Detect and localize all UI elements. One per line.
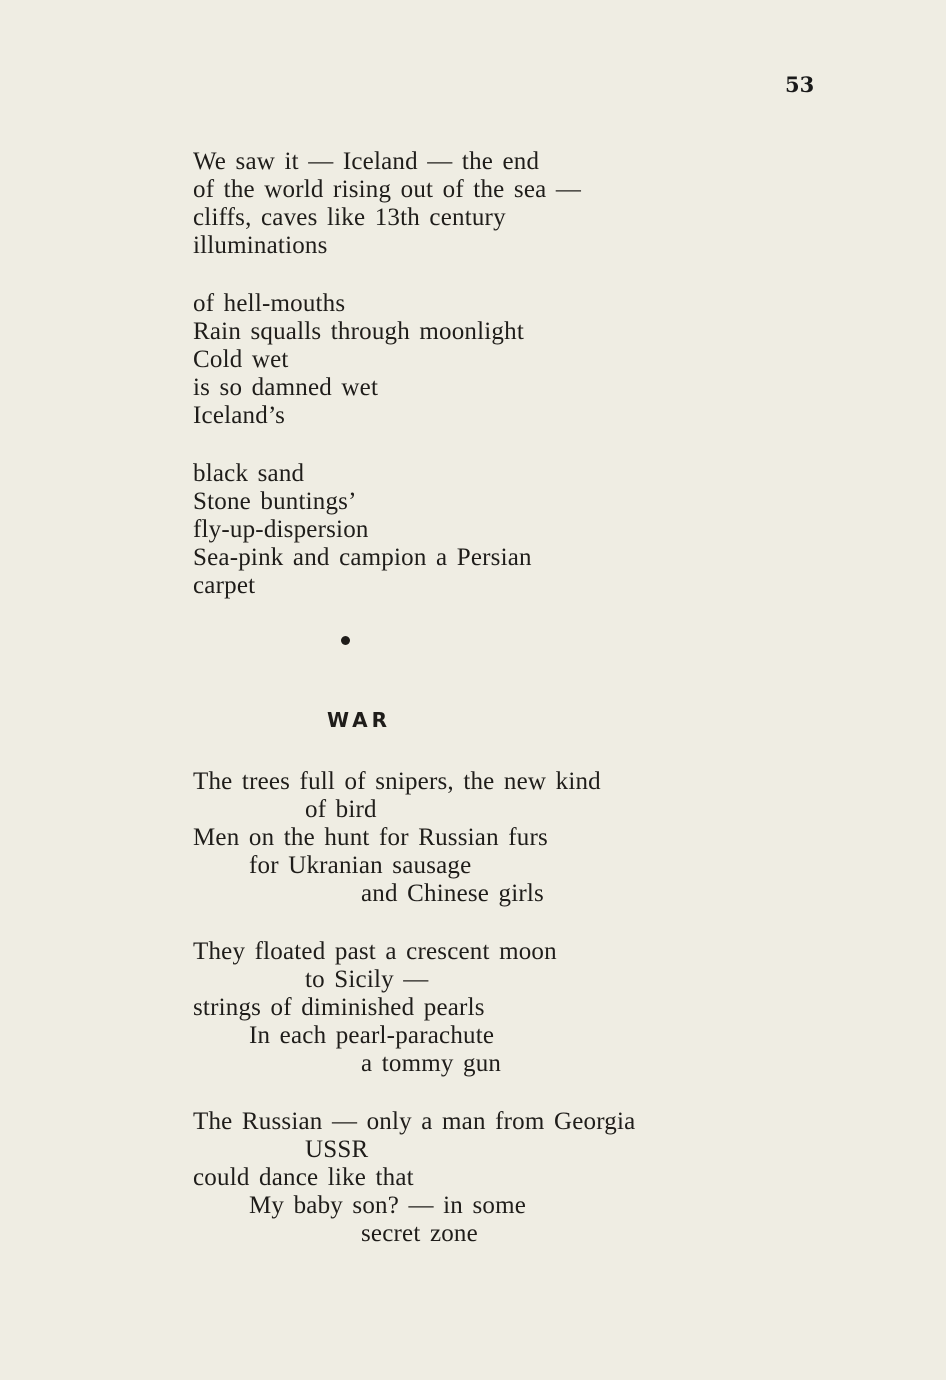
poem-line: black sand [193,460,305,487]
poem-line: Rain squalls through moonlight [193,318,524,345]
stanza [193,1108,793,1248]
poem-line: In each pearl-parachute [249,1022,495,1049]
poem-line: of the world rising out of the sea — [193,176,582,203]
poem-line: could dance like that [193,1164,414,1191]
poem-title-war: WAR [327,708,392,732]
poem-line: Cold wet [193,346,289,373]
poem-line: My baby son? — in some [249,1192,527,1219]
poem-line: secret zone [361,1220,478,1247]
poem-line: for Ukranian sausage [249,852,472,879]
poem-line: and Chinese girls [361,880,544,907]
stanza-gap [193,908,793,938]
poem-war [193,768,793,1248]
poem-line: Iceland’s [193,402,286,429]
poem-line: of bird [305,796,377,823]
stanza-gap [193,430,793,460]
poem-line: is so damned wet [193,374,379,401]
poem-line: Stone buntings’ [193,488,357,515]
poem-line: We saw it — Iceland — the end [193,148,540,175]
stanza [193,290,793,430]
stanza [193,938,793,1078]
poem-line: The Russian — only a man from Georgia [193,1108,636,1135]
poem-line: a tommy gun [361,1050,502,1077]
poem-line: The trees full of snipers, the new kind [193,768,601,795]
poem-line: cliffs, caves like 13th century [193,204,506,231]
poem-line: illuminations [193,232,328,259]
stanza-gap [193,260,793,290]
poem-line: of hell-mouths [193,290,346,317]
stanza [193,148,793,260]
stanza [193,460,793,600]
poem-line: strings of diminished pearls [193,994,485,1021]
stanza-gap [193,1078,793,1108]
stanza [193,768,793,908]
poem-line: They floated past a crescent moon [193,938,557,965]
poem-line: Sea-pink and campion a Persian [193,544,532,571]
poem-line: USSR [305,1136,369,1163]
page-number: 53 [785,72,815,97]
poem-iceland [193,148,793,600]
poem-line: Men on the hunt for Russian furs [193,824,548,851]
poem-line: fly-up-dispersion [193,516,369,543]
poem-line: carpet [193,572,256,599]
section-separator-dot [341,636,350,645]
poem-line: to Sicily — [305,966,429,993]
